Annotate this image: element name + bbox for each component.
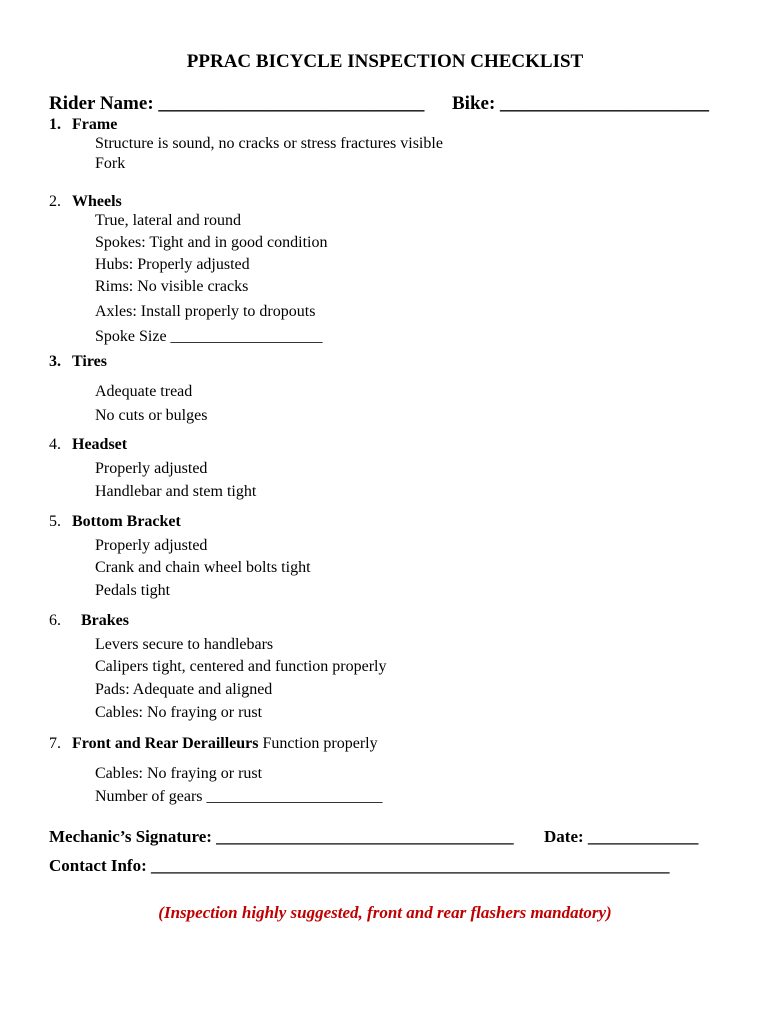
checklist-item: Rims: No visible cracks	[95, 278, 249, 295]
checklist-item: Cables: No fraying or rust	[95, 765, 263, 782]
number-of-gears-field[interactable]: Number of gears ______________________	[95, 788, 383, 805]
section-number: 2.	[49, 193, 61, 210]
section-number: 1.	[49, 116, 61, 133]
inspection-note: (Inspection highly suggested, front and rear flashers mandatory)	[158, 903, 612, 922]
section-number: 4.	[49, 436, 61, 453]
section-heading: Headset	[72, 436, 128, 453]
section-heading-suffix: Function properly	[258, 735, 378, 752]
checklist-item: Crank and chain wheel bolts tight	[95, 559, 311, 576]
section-number: 3.	[49, 353, 61, 370]
checklist-item: Properly adjusted	[95, 537, 208, 554]
checklist-item: Properly adjusted	[95, 460, 208, 477]
section-heading: Brakes	[81, 612, 129, 629]
mechanic-signature-field[interactable]: Mechanic’s Signature: ___________________________________	[49, 827, 514, 846]
checklist-item: Levers secure to handlebars	[95, 636, 274, 653]
checklist-item: Structure is sound, no cracks or stress fractures visible	[95, 135, 443, 152]
checklist-item: No cuts or bulges	[95, 407, 208, 424]
bike-field[interactable]: Bike: ______________________	[452, 93, 710, 114]
checklist-item: Calipers tight, centered and function properly	[95, 658, 387, 675]
section-heading: Bottom Bracket	[72, 513, 181, 530]
checklist-item: True, lateral and round	[95, 212, 242, 229]
spoke-size-field[interactable]: Spoke Size ___________________	[95, 328, 323, 345]
checklist-item: Spokes: Tight and in good condition	[95, 234, 328, 251]
section-heading-line	[72, 736, 378, 752]
date-field[interactable]: Date: _____________	[544, 827, 699, 846]
section-number: 5.	[49, 513, 61, 530]
section-number: 7.	[49, 735, 61, 752]
checklist-item: Pads: Adequate and aligned	[95, 681, 273, 698]
checklist-item: Adequate tread	[95, 383, 193, 400]
checklist-item: Pedals tight	[95, 582, 171, 599]
rider-name-field[interactable]: Rider Name: ____________________________	[49, 93, 425, 114]
section-heading: Tires	[72, 353, 107, 370]
checklist-item: Hubs: Properly adjusted	[95, 256, 250, 273]
checklist-item: Handlebar and stem tight	[95, 483, 257, 500]
checklist-item: Fork	[95, 155, 126, 172]
page-title: PPRAC BICYCLE INSPECTION CHECKLIST	[186, 51, 584, 72]
section-number: 6.	[49, 612, 61, 629]
section-heading: Wheels	[72, 193, 122, 210]
section-heading: Frame	[72, 116, 118, 133]
contact-info-field[interactable]: Contact Info: _____________________________________________________________	[49, 856, 670, 875]
checklist-item: Axles: Install properly to dropouts	[95, 303, 316, 320]
checklist-item: Cables: No fraying or rust	[95, 704, 263, 721]
section-heading: Front and Rear Derailleurs	[72, 735, 259, 752]
